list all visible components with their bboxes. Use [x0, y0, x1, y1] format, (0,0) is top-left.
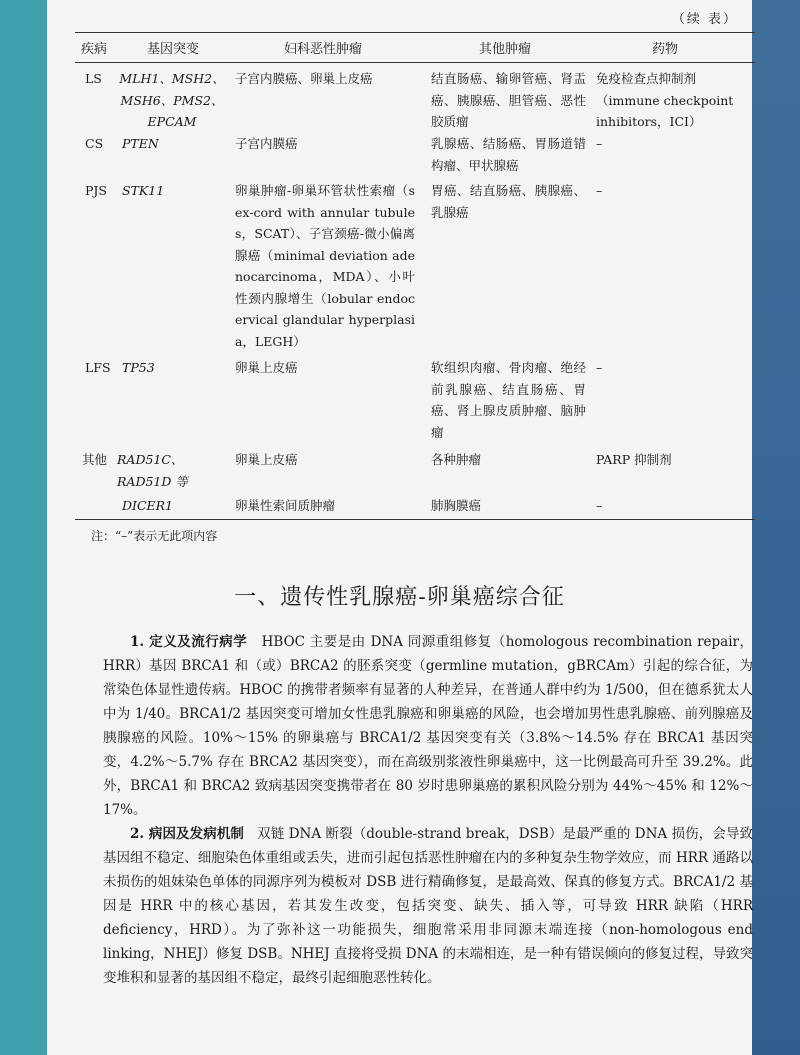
row-pjs-gyn: 卵巢肿瘤-卵巢环管状性索瘤（sex-cord with annular tubules，SCAT）、子宫颈癌-微小偏离腺癌（minimal deviation adenocarcinoma，MDA）、小叶性颈内腺增生（lobular endocervical glandular hyperplasia，LEGH）: [235, 183, 415, 349]
row-other-other: 各种肿瘤: [431, 452, 482, 467]
paragraph-heading: 2. 病因及发病机制: [130, 826, 245, 842]
row-lfs-disease: LFS: [85, 360, 111, 375]
row-ls-drug: 免疫检查点抑制剂（immune checkpoint inhibitors，ICI）: [596, 71, 734, 129]
row-dicer-drug: –: [596, 498, 603, 513]
row-dicer-other: 肺胸膜癌: [431, 498, 482, 513]
row-ls-gene: MLH1、MSH2、MSH6、PMS2、EPCAM: [119, 71, 225, 129]
row-lfs-other: 软组织肉瘤、骨肉瘤、绝经前乳腺癌、结直肠癌、胃癌、肾上腺皮质肿瘤、脑肿瘤: [431, 360, 586, 440]
header-other: 其他肿瘤: [479, 42, 532, 57]
paragraph-text: HBOC 主要是由 DNA 同源重组修复（homologous recombination repair，HRR）基因 BRCA1 和（或）BRCA2 的胚系突变（germline mutation，gBRCAm）引起的综合征，为常染色体显性遗传病。HBOC 的携带者频率有显著的人种差异，在普通人群中约为 1/500，但在德系犹太人中为 1/40。BRCA1/2 基因突变可增加女性患乳腺癌和卵巢癌的风险，也会增加男性患乳腺癌、前列腺癌及胰腺癌的风险。10%～15% 的卵巢癌与 BRCA1/2 基因突变有关（3.8%～14.5% 存在 BRCA1 基因突变，4.2%～5.7% 存在 BRCA2 基因突变），而在高级别浆液性卵巢癌中，这一比例最高可升至 39.2%。此外，BRCA1 和 BRCA2 致病基因突变携带者在 80 岁时患卵巢癌的累积风险分别为 44%～45% 和 12%～17%。: [103, 634, 753, 818]
paragraph-text: 双链 DNA 断裂（double-strand break，DSB）是最严重的 DNA 损伤，会导致基因组不稳定、细胞染色体重组或丢失，进而引起包括恶性肿瘤在内的多种复杂生物学效应，而 HRR 通路以未损伤的姐妹染色单体的同源序列为模板对 DSB 进行精确修复，是最高效、保真的修复方式。BRCA1/2 基因是 HRR 中的核心基因，若其发生改变，包括突变、缺失、插入等，可导致 HRR 缺陷（HRR deficiency，HRD）。为了弥补这一功能损失，细胞常采用非同源末端连接（non-homologous end linking，NHEJ）修复 DSB。NHEJ 直接将受损 DNA 的末端相连，是一种有错误倾向的修复过程，导致突变堆积和显著的基因组不稳定，最终引起细胞恶性转化。: [103, 826, 754, 986]
row-cs-gene: PTEN: [122, 136, 159, 151]
row-lfs-gene: TP53: [122, 360, 155, 375]
header-gyn: 妇科恶性肿瘤: [284, 42, 363, 57]
table-top-rule: [75, 32, 755, 33]
paragraph-etiology: [103, 822, 753, 990]
header-gene: 基因突变: [147, 42, 200, 57]
table-bottom-rule: [75, 519, 755, 520]
row-lfs-gyn: 卵巢上皮癌: [235, 360, 298, 375]
paragraph-definition: [103, 630, 753, 822]
row-pjs-disease: PJS: [85, 183, 107, 198]
row-other-disease: 其他: [82, 452, 108, 467]
row-cs-disease: CS: [85, 136, 104, 151]
row-cs-other: 乳腺癌、结肠癌、胃肠道错构瘤、甲状腺癌: [431, 136, 586, 173]
row-other-gene: RAD51C、RAD51D 等: [117, 452, 188, 489]
table-note: 注：“–”表示无此项内容: [91, 529, 218, 543]
row-lfs-drug: –: [596, 360, 603, 375]
row-dicer-gene: DICER1: [122, 498, 174, 513]
row-other-drug: PARP 抑制剂: [596, 452, 672, 467]
row-ls-gyn: 子宫内膜癌、卵巢上皮癌: [235, 71, 373, 86]
section-title: 一、遗传性乳腺癌-卵巢癌综合征: [234, 585, 565, 610]
table-header-rule: [75, 62, 755, 63]
row-ls-other: 结直肠癌、输卵管癌、肾盂癌、胰腺癌、胆管癌、恶性胶质瘤: [431, 71, 586, 129]
row-other-gyn: 卵巢上皮癌: [235, 452, 298, 467]
continued-label: （续 表）: [671, 12, 738, 27]
row-pjs-drug: –: [596, 183, 603, 198]
row-cs-drug: –: [596, 136, 603, 151]
header-drug: 药物: [652, 42, 679, 57]
row-ls-disease: LS: [85, 71, 102, 86]
row-pjs-gene: STK11: [122, 183, 165, 198]
row-dicer-gyn: 卵巢性索间质肿瘤: [235, 498, 336, 513]
paragraph-heading: 1. 定义及流行病学: [130, 634, 248, 650]
header-disease: 疾病: [81, 42, 108, 57]
right-border: [752, 0, 800, 1055]
row-cs-gyn: 子宫内膜癌: [235, 136, 298, 151]
left-border: [0, 0, 47, 1055]
book-page: [47, 0, 752, 1055]
row-pjs-other: 胃癌、结直肠癌、胰腺癌、乳腺癌: [431, 183, 586, 220]
